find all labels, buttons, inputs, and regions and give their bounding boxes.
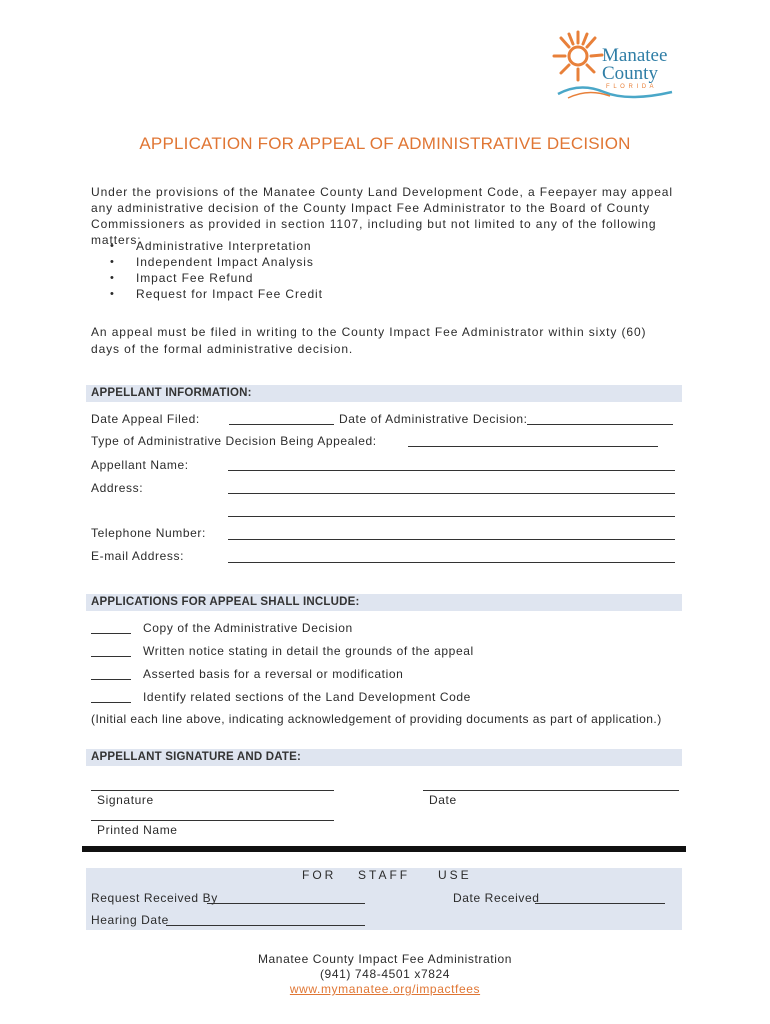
date-decision-label: Date of Administrative Decision:: [339, 412, 528, 426]
appeal-deadline-note: [91, 324, 651, 358]
include-heading: APPLICATIONS FOR APPEAL SHALL INCLUDE:: [86, 594, 682, 611]
signature-label: Signature: [97, 793, 154, 807]
appellant-name-field[interactable]: [228, 470, 675, 471]
initial-field[interactable]: [91, 622, 131, 634]
footer-phone: (941) 748-4501 x7824: [319, 967, 451, 981]
date-decision-field[interactable]: [527, 424, 673, 425]
footer-org: Manatee County Impact Fee Administration: [257, 952, 513, 966]
include-item: Identify related sections of the Land Development Code: [143, 690, 471, 704]
include-item: Asserted basis for a reversal or modification: [143, 667, 404, 681]
appellant-name-label: Appellant Name:: [91, 458, 189, 472]
form-title: APPLICATION FOR APPEAL OF ADMINISTRATIVE DECISION: [139, 134, 631, 153]
list-item: • Request for Impact Fee Credit: [108, 286, 323, 302]
date-label: Date: [429, 793, 457, 807]
address-field-line1[interactable]: [228, 493, 675, 494]
hearing-date-field[interactable]: [166, 925, 365, 926]
initial-field[interactable]: [91, 645, 131, 657]
decision-type-label: Type of Administrative Decision Being Appealed:: [91, 434, 377, 448]
intro-paragraph: Under the provisions of the Manatee County Land Development Code, a Feepayer may appeal any administrative decision of the County Impact Fee Administrator to the Board of County Commissioners as provided in section 1107, including but not limited to any of the following matters:: [91, 185, 673, 247]
initial-field[interactable]: [91, 691, 131, 703]
printed-name-field[interactable]: [91, 820, 334, 821]
printed-name-label: Printed Name: [97, 823, 178, 837]
logo-name-line2: County: [602, 63, 658, 84]
appeal-note-line1: An appeal must be filed in writing to the County Impact Fee Administrator within sixty (60): [91, 325, 647, 339]
decision-type-field[interactable]: [408, 446, 658, 447]
hearing-date-label: Hearing Date: [91, 913, 169, 927]
appealable-matters-list: [108, 238, 323, 302]
signature-heading: APPELLANT SIGNATURE AND DATE:: [86, 749, 682, 766]
include-item: Written notice stating in detail the grounds of the appeal: [143, 644, 474, 658]
request-received-label: Request Received By: [91, 891, 218, 905]
date-filed-field[interactable]: [229, 424, 334, 425]
manatee-county-logo: [540, 26, 680, 106]
list-item: • Impact Fee Refund: [108, 270, 323, 286]
appellant-information-heading: APPELLANT INFORMATION:: [86, 385, 682, 402]
telephone-field[interactable]: [228, 539, 675, 540]
email-field[interactable]: [228, 562, 675, 563]
list-item: • Administrative Interpretation: [108, 238, 323, 254]
request-received-field[interactable]: [207, 903, 365, 904]
appeal-note-line2: days of the formal administrative decision.: [91, 342, 354, 356]
footer-link-wrap: [0, 982, 770, 996]
email-label: E-mail Address:: [91, 549, 185, 563]
logo-name-line1: Manatee: [602, 45, 668, 66]
list-item: • Independent Impact Analysis: [108, 254, 323, 270]
staff-heading-use: USE: [438, 868, 472, 882]
staff-heading-staff: STAFF: [358, 868, 411, 882]
date-received-field[interactable]: [535, 903, 665, 904]
signature-field[interactable]: [91, 790, 334, 791]
staff-heading-for: FOR: [302, 868, 337, 882]
initial-note: (Initial each line above, indicating acknowledgement of providing documents as part of application.): [91, 712, 662, 726]
date-filed-label: Date Appeal Filed:: [91, 412, 200, 426]
telephone-label: Telephone Number:: [91, 526, 206, 540]
divider: [82, 846, 686, 852]
impact-fees-link[interactable]: www.mymanatee.org/impactfees: [289, 982, 481, 996]
address-label: Address:: [91, 481, 144, 495]
logo-state: F L O R I D A: [606, 84, 655, 90]
address-field-line2[interactable]: [228, 516, 675, 517]
date-field[interactable]: [423, 790, 679, 791]
include-item: Copy of the Administrative Decision: [143, 621, 353, 635]
date-received-label: Date Received: [453, 891, 540, 905]
initial-field[interactable]: [91, 668, 131, 680]
